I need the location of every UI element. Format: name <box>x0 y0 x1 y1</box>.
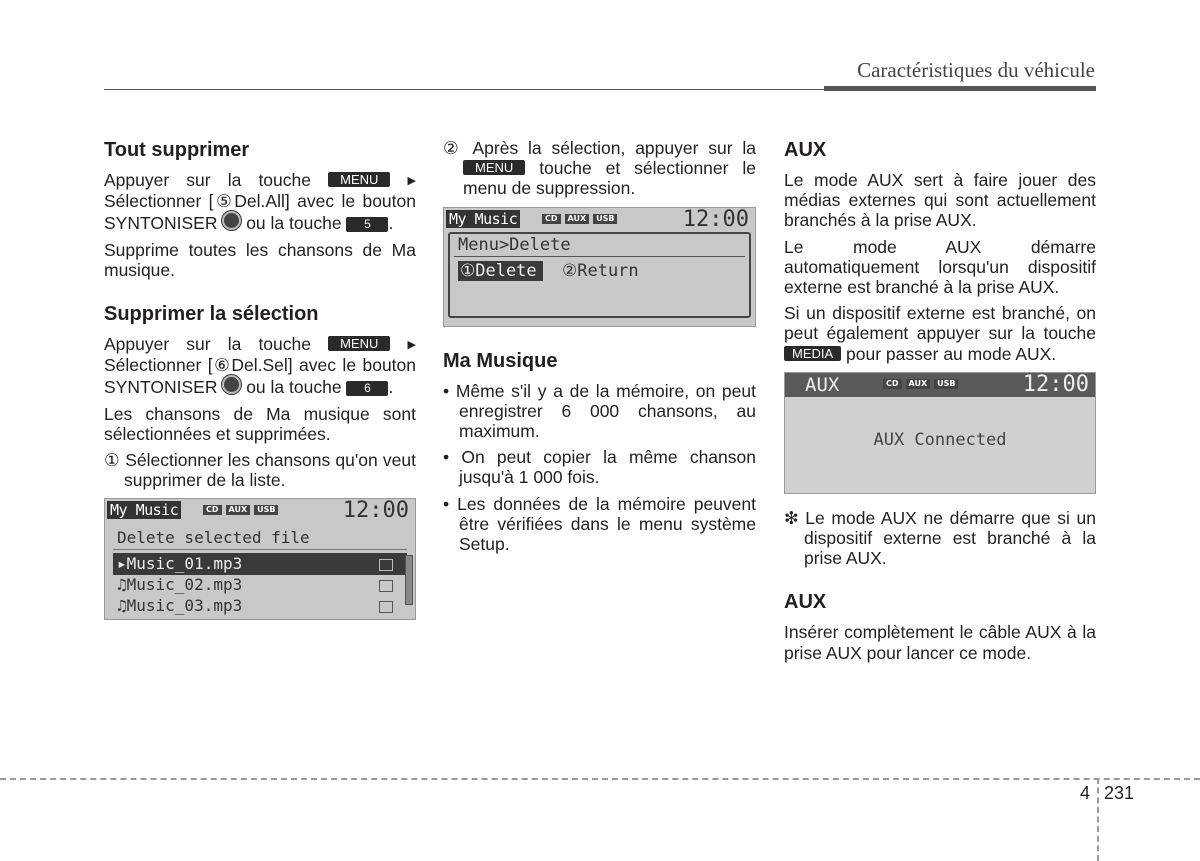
cd-badge: CD <box>203 505 222 515</box>
bullet-list <box>443 381 756 555</box>
aux-badge: AUX <box>226 505 251 515</box>
cd-badge: CD <box>542 214 561 224</box>
source-badges <box>883 379 958 389</box>
column-3 <box>784 138 1096 669</box>
key-6: 6 <box>346 381 388 396</box>
usb-badge: USB <box>254 505 278 515</box>
source-badges <box>203 505 278 515</box>
tune-knob-icon <box>222 375 241 394</box>
section-title-aux-2: AUX <box>784 591 827 614</box>
screen-aux-connected <box>784 372 1096 494</box>
usb-badge: USB <box>934 379 958 389</box>
footer-rule <box>0 778 1200 780</box>
option-delete: ①Delete <box>458 261 543 281</box>
section-title-ma-musique: Ma Musique <box>443 349 558 372</box>
usb-badge: USB <box>593 214 617 224</box>
section-title-delete-selection: Supprimer la sélection <box>104 303 319 326</box>
note-aux: ❇ Le mode AUX ne démarre que si un dispositif externe est branché à la prise AUX. <box>784 507 1096 569</box>
screen-delete-selected-file <box>104 498 416 620</box>
step-2: ② Après la sélection, appuyer sur la MENU touche et sélectionner le menu de suppression. <box>443 138 756 199</box>
scrollbar-icon <box>405 555 413 605</box>
media-key: MEDIA <box>784 346 841 361</box>
aux-badge: AUX <box>906 379 931 389</box>
menu-key: MENU <box>328 336 390 351</box>
screen-status-bar <box>785 373 1095 397</box>
source-badges <box>542 214 617 224</box>
paragraph-aux-3: Si un dispositif externe est branché, on peut également appuyer sur la touche MEDIA pour passer au mode AUX. <box>784 303 1096 364</box>
screen-menu-delete <box>443 207 756 327</box>
screen-mode-tag: My Music <box>446 210 520 228</box>
column-2 <box>443 138 756 560</box>
aux-status-message: AUX Connected <box>873 429 1007 450</box>
arrow-right-icon: ▶ <box>407 339 416 352</box>
screen-title: Delete selected file <box>113 527 407 550</box>
menu-key: MENU <box>328 172 390 187</box>
checkbox-icon <box>379 601 393 613</box>
cd-badge: CD <box>883 379 902 389</box>
clock: 12:00 <box>1022 371 1089 397</box>
tune-knob-icon <box>222 211 241 230</box>
file-row: ♫Music_02.mp3 <box>113 574 407 596</box>
paragraph-delete-selection-result: Les chansons de Ma musique sont sélectionnées et supprimées. <box>104 403 416 444</box>
page-number: 231 <box>1104 783 1135 803</box>
paragraph-delete-all-result: Supprime toutes les chansons de Ma musique. <box>104 239 416 280</box>
section-title-delete-all: Tout supprimer <box>104 139 250 161</box>
divider <box>454 256 745 257</box>
paragraph-delete-selection-instructions: Appuyer sur la touche MENU ▶ Sélectionner [⑥Del.Sel] avec le bouton SYNTONISER ou la touche 6 . <box>104 334 416 398</box>
file-row: ♫Music_03.mp3 <box>113 595 407 617</box>
list-item: • On peut copier la même chanson jusqu'à 1 000 fois. <box>443 447 756 488</box>
footer-divider <box>1097 778 1099 861</box>
file-row: ▸Music_01.mp3 <box>113 553 407 575</box>
list-item: • Les données de la mémoire peuvent être vérifiées dans le menu système Setup. <box>443 493 756 555</box>
screen-mode-tag: AUX <box>805 373 840 396</box>
header-rule-accent <box>824 86 1096 91</box>
menu-header: Menu>Delete <box>458 234 571 255</box>
arrow-right-icon: ▶ <box>407 175 416 187</box>
column-1 <box>104 138 416 620</box>
menu-box <box>448 232 751 318</box>
paragraph-aux-1: Le mode AUX sert à faire jouer des médias externes qui sont actuellement branchés à la prise AUX. <box>784 170 1096 231</box>
page-header-title: Caractéristiques du véhicule <box>857 58 1095 82</box>
list-item: • Même s'il y a de la mémoire, on peut enregistrer 6 000 chansons, au maximum. <box>443 380 756 442</box>
paragraph-delete-all-instructions: Appuyer sur la touche MENU ▶ Sélectionner [⑤Del.All] avec le bouton SYNTONISER ou la touche 5 . <box>104 170 416 234</box>
section-title-aux: AUX <box>784 139 827 161</box>
checkbox-icon <box>379 580 393 592</box>
aux-badge: AUX <box>565 214 590 224</box>
option-return: ②Return <box>562 260 639 281</box>
step-1: ① Sélectionner les chansons qu'on veut supprimer de la liste. <box>104 450 416 491</box>
paragraph-aux-2: Le mode AUX démarre automatiquement lorsqu'un dispositif externe est branché à la prise AUX. <box>784 236 1096 298</box>
key-5: 5 <box>346 217 388 232</box>
clock: 12:00 <box>682 206 749 232</box>
chapter-number: 4 <box>1080 783 1091 803</box>
checkbox-icon <box>379 559 393 571</box>
screen-mode-tag: My Music <box>107 501 181 519</box>
clock: 12:00 <box>342 498 409 524</box>
menu-key: MENU <box>463 160 525 175</box>
paragraph-aux-4: Insérer complètement le câble AUX à la prise AUX pour lancer ce mode. <box>784 622 1096 663</box>
